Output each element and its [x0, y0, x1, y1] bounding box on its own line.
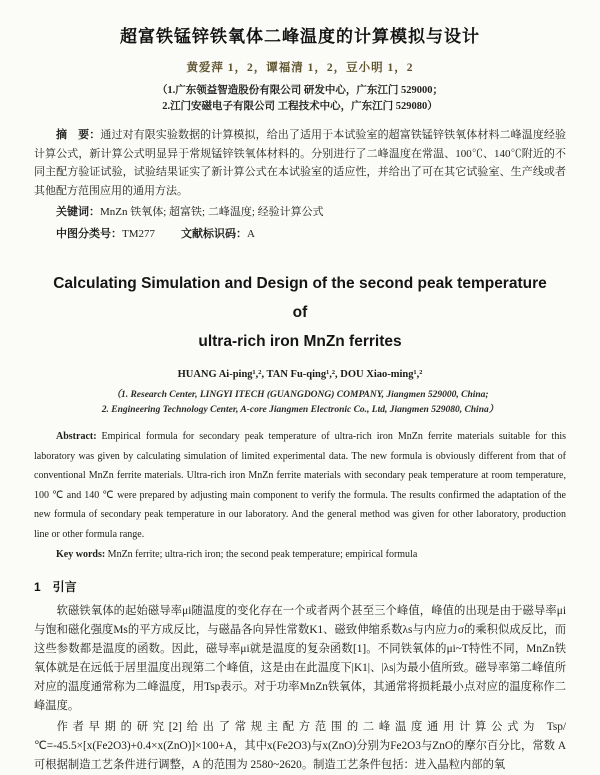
authors-zh: 黄爱萍 1，2，谭福清 1，2，豆小明 1，2 [186, 62, 414, 74]
doc-code-label: 文献标识码： [181, 228, 247, 240]
clc-line [34, 225, 566, 243]
abstract-en-text: Empirical formula for secondary peak temperature of ultra-rich iron MnZn ferrite materials suitable for this laboratory was given by calculating simulation of limited experimental data. The new formula is obviously different from that of conventional MnZn ferrite materials. Ultra-rich iron MnZn ferrite materials with secondary peak temperature at room temperature, 100 ℃ and 140 ℃ were prepared by adjusting main component to verify the formula. The results confirmed the adaptation of the new formula of secondary peak temperature in our laboratory. And the general method was given for other laboratory, production line or other formula range. [34, 431, 567, 540]
abstract-zh-label: 摘 要： [56, 129, 101, 141]
keywords-en-text: MnZn ferrite; ultra-rich iron; the second peak temperature; empirical formula [107, 549, 418, 560]
keywords-zh-label: 关键词： [56, 206, 100, 218]
paper-title-en-line2: ultra-rich iron MnZn ferrites [198, 333, 402, 350]
abstract-zh [34, 126, 566, 200]
keywords-en [34, 545, 566, 565]
keywords-zh [34, 203, 566, 221]
clc-label: 中图分类号： [56, 228, 122, 240]
affiliation-zh-line1: （1.广东领益智造股份有限公司 研发中心，广东江门 529000； [156, 85, 444, 96]
affiliation-en-line1: （1. Research Center, LINGYI ITECH (GUANGDONG) COMPANY, Jiangmen 529000, China; [111, 390, 489, 400]
intro-paragraph-2: 作者早期的研究[2]给出了常规主配方范围的二峰温度通用计算公式为 Tsp/℃=-45.5×[x(Fe2O3)+0.4×x(ZnO)]×100+A，其中x(Fe2O3)与x(ZnO)分别为Fe2O3与ZnO的摩尔百分比，常数 A 可根据制造工艺条件进行调整，A 的范围为 2580~2620。制造工艺条件包括：进入晶粒内部的氧 [34, 720, 566, 771]
affiliation-zh-line2: 2.江门安磁电子有限公司 工程技术中心，广东江门 529080） [162, 101, 438, 112]
clc-value: TM277 [122, 228, 155, 240]
section-1-heading: 1 引言 [34, 579, 77, 594]
doc-code-value: A [247, 228, 255, 240]
keywords-zh-text: MnZn 铁氧体; 超富铁; 二峰温度; 经验计算公式 [100, 206, 324, 218]
paper-title-en [44, 269, 556, 356]
authors-en: HUANG Ai-ping¹,², TAN Fu-qing¹,², DOU Xiao-ming¹,² [177, 369, 423, 380]
abstract-en-label: Abstract: [56, 431, 97, 442]
intro-paragraph-1: 软磁铁氧体的起始磁导率μi随温度的变化存在一个或者两个甚至三个峰值，峰值的出现是由于磁导率μi与饱和磁化强度Ms的平方成反比，与磁晶各向异性常数K1、磁致伸缩系数λs与内应力σ的乘积似成反比，而这些参数都是温度的函数。因此，磁导率μi就是温度的复杂函数[1]。不同铁氧体的μi~T特性不同，MnZn铁氧体就是在远低于居里温度出现第二个峰值，这是由在此温度下|K1|、|λs|为最小值所致。磁导率第二峰值所对应的温度通常称为二峰温度，用Tsp表示。对于功率MnZn铁氧体，其通常将损耗最小点对应的温度称作二峰温度。 [34, 604, 566, 712]
paper-title-zh: 超富铁锰锌铁氧体二峰温度的计算模拟与设计 [120, 27, 480, 46]
abstract-en [34, 427, 566, 544]
keywords-en-label: Key words: [56, 549, 106, 560]
abstract-zh-text: 通过对有限实验数据的计算模拟，给出了适用于本试验室的超富铁锰锌铁氧体材料二峰温度经验计算公式，新计算公式明显异于常规锰锌铁氧体材料的。分别进行了二峰温度在常温、100℃、140℃附近的不同主配方验证试验，试验结果证实了新计算公式在本试验室的适应性，并给出了可在其它试验室、生产线或者其他配方范围应用的通用方法。 [34, 129, 567, 197]
paper-title-en-line1: Calculating Simulation and Design of the second peak temperature of [53, 275, 547, 321]
affiliation-en-line2: 2. Engineering Technology Center, A-core Jiangmen Electronic Co., Ltd, Jiangmen 529080, China） [101, 405, 499, 415]
